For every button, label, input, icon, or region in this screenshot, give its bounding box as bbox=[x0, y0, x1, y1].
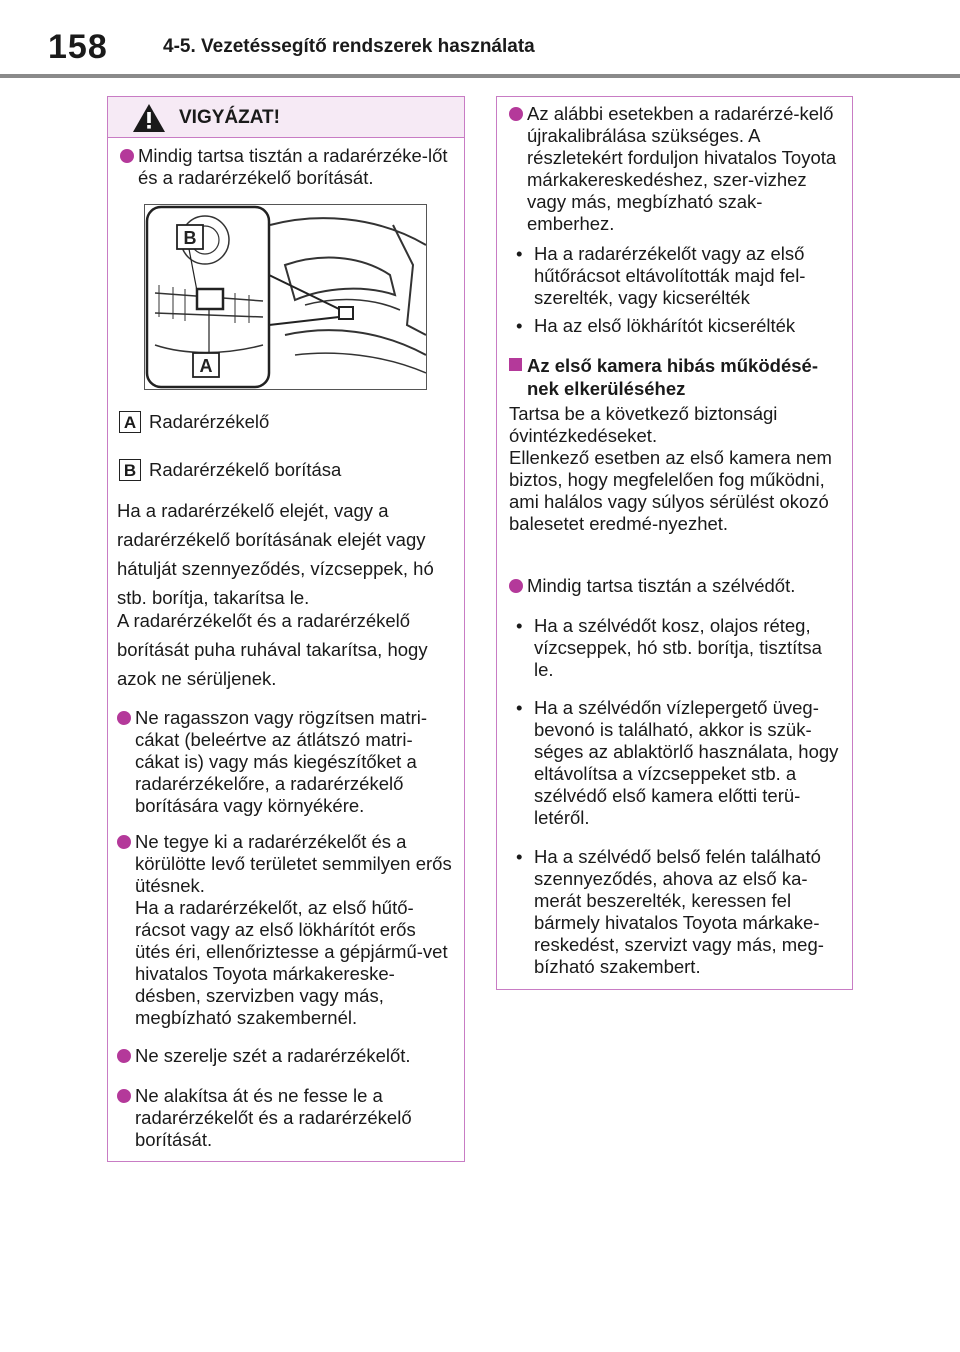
warning-icon bbox=[132, 103, 166, 133]
bullet-dot-icon bbox=[117, 1049, 131, 1063]
paragraph: Ellenkező esetben az első kamera nem biztos, hogy megfelelően fog működni, ami halálos vagy súlyos sérülést okozó balesetet eredmé-nyezhet. bbox=[509, 447, 832, 534]
bullet-text: Ha a szélvédőn vízlepergető üveg-bevonó is található, akkor is szük-séges az ablaktörlő használata, hogy eltávolítsa a vízcseppeket stb. a szélvédő első kamera előtti terü-letéről. bbox=[534, 697, 839, 828]
subheading bbox=[509, 354, 840, 400]
legend-key: B bbox=[119, 459, 141, 481]
bullet-dot-icon bbox=[117, 1089, 131, 1103]
paragraph-block bbox=[509, 403, 840, 535]
bullet-mark: • bbox=[516, 846, 523, 867]
warning-title: VIGYÁZAT! bbox=[179, 107, 280, 128]
bullet-dot-icon bbox=[117, 835, 131, 849]
list-item bbox=[117, 831, 455, 1029]
bullet-item bbox=[509, 697, 842, 829]
list-item bbox=[509, 575, 840, 597]
list-item bbox=[117, 1045, 455, 1067]
legend-row-b bbox=[119, 457, 341, 482]
paragraph: A radarérzékelőt és a radarérzékelő borítását puha ruhával takarítsa, hogy azok ne sérüljenek. bbox=[117, 610, 428, 689]
bullet-dot-icon bbox=[120, 149, 134, 163]
bullet-mark: • bbox=[516, 697, 523, 718]
legend-text: Radarérzékelő borítása bbox=[149, 459, 342, 481]
legend-key: A bbox=[119, 411, 141, 433]
list-item bbox=[120, 145, 452, 189]
bullet-text: Ha az első lökhárítót kicserélték bbox=[534, 315, 796, 336]
bullet-item bbox=[509, 243, 842, 309]
list-item-text: Ha a radarérzékelőt, az első hűtő-rácsot vagy az első lökhárítót erős ütés éri, ellenőriztesse a gépjármű-vet hivatalos Toyota márkakereske-désben, szervizben vagy más, megbízható szakembernél. bbox=[135, 897, 448, 1028]
list-item-text: Mindig tartsa tisztán a szélvédőt. bbox=[527, 575, 796, 596]
bullet-mark: • bbox=[516, 315, 523, 336]
bullet-item bbox=[509, 615, 842, 681]
section-title: 4-5. Vezetéssegítő rendszerek használata bbox=[163, 36, 535, 57]
page-header bbox=[0, 0, 960, 78]
list-item bbox=[117, 1085, 455, 1151]
subheading-text: Az első kamera hibás működésé-nek elkerüléséhez bbox=[527, 355, 818, 399]
list-item-text: Ne alakítsa át és ne fesse le a radarérzékelőt és a radarérzékelő borítását. bbox=[135, 1085, 412, 1150]
figure-label-a: A bbox=[199, 356, 213, 376]
list-item-text: Az alábbi esetekben a radarérzé-kelő újrakalibrálása szükséges. A részletekért forduljon hivatalos Toyota márkakereskedéshez, szer-vizhez vagy más, megbízható szak-emberhez. bbox=[527, 103, 837, 234]
list-item bbox=[509, 103, 840, 235]
bullet-text: Ha a szélvédőt kosz, olajos réteg, vízcseppek, hó stb. borítja, tisztítsa le. bbox=[534, 615, 822, 680]
list-item-text: Ne tegye ki a radarérzékelőt és a körülötte levő területet semmilyen erős ütésnek. bbox=[135, 831, 452, 896]
figure-label-b: B bbox=[183, 228, 197, 248]
square-bullet-icon bbox=[509, 358, 522, 371]
list-item bbox=[117, 707, 455, 817]
bullet-text: Ha a szélvédő belső felén található szennyeződés, ahova az első ka-merát beszerelték, keressen fel bármely hivatalos Toyota márkake-reskedést, szervizt vagy más, meg-bízható szakembert. bbox=[534, 846, 824, 977]
legend-text: Radarérzékelő bbox=[149, 411, 270, 433]
bullet-item bbox=[509, 846, 842, 978]
list-item-text: Ne ragasszon vagy rögzítsen matri-cákat (beleértve az átlátszó matri-cákat is) vagy más kiegészítőket a radarérzékelőre, a radarérzékelő borítására vagy környékére. bbox=[135, 707, 428, 816]
sensor-illustration bbox=[144, 204, 427, 390]
list-item-text: Mindig tartsa tisztán a radarérzéke-lőt és a radarérzékelő borítását. bbox=[138, 145, 448, 188]
bullet-dot-icon bbox=[509, 579, 523, 593]
page-number: 158 bbox=[48, 28, 108, 66]
paragraph: Ha a radarérzékelő elejét, vagy a radarérzékelő borításának elejét vagy hátulját szennyeződés, vízcseppek, hó stb. borítja, takarítsa le. bbox=[117, 500, 434, 608]
bullet-dot-icon bbox=[509, 107, 523, 121]
warning-header bbox=[108, 97, 464, 138]
continued-warning-box bbox=[496, 96, 853, 990]
paragraph: Tartsa be a következő biztonsági óvintézkedéseket. bbox=[509, 403, 778, 446]
header-rule bbox=[0, 74, 960, 78]
bullet-item bbox=[509, 315, 842, 337]
legend-row-a bbox=[119, 409, 269, 434]
radar-sensor-diagram bbox=[145, 205, 426, 389]
bullet-text: Ha a radarérzékelőt vagy az első hűtőrácsot eltávolították majd fel-szerelték, vagy kicserélték bbox=[534, 243, 806, 308]
bullet-mark: • bbox=[516, 243, 523, 264]
bullet-mark: • bbox=[516, 615, 523, 636]
list-item-text: Ne szerelje szét a radarérzékelőt. bbox=[135, 1045, 411, 1066]
bullet-dot-icon bbox=[117, 711, 131, 725]
